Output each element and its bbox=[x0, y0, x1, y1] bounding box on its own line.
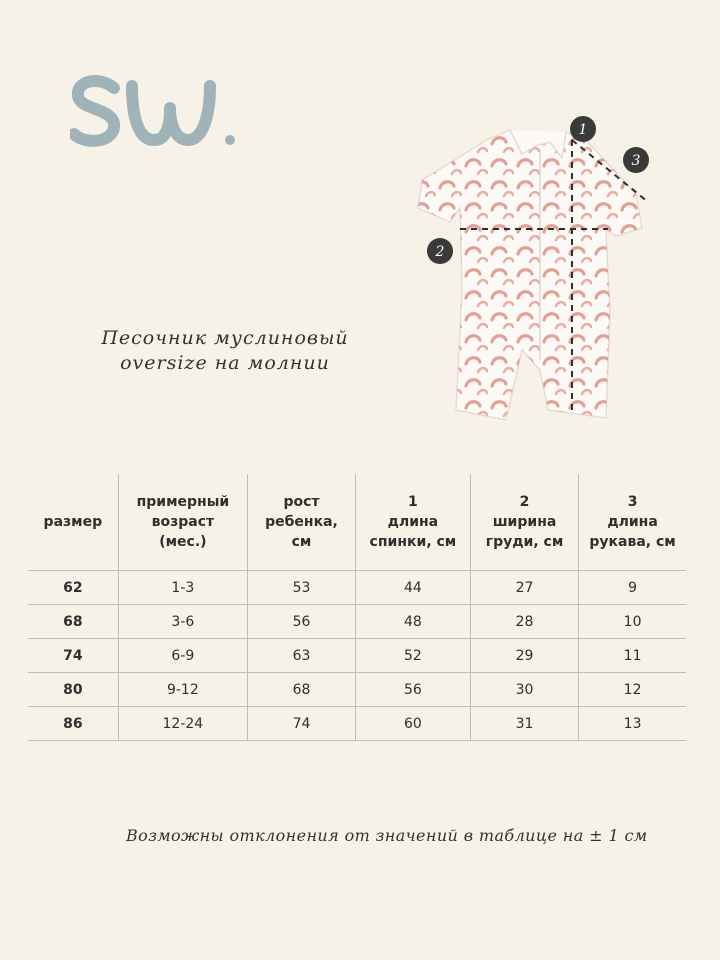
marker-1 bbox=[570, 116, 596, 142]
cell-height: 74 bbox=[248, 707, 356, 741]
header-height: рост ребенка, см bbox=[248, 474, 356, 571]
cell-chest-width: 31 bbox=[470, 707, 578, 741]
cell-back-length: 56 bbox=[355, 673, 470, 707]
header-back-length: 1 длина спинки, см bbox=[355, 474, 470, 571]
cell-size: 86 bbox=[28, 707, 118, 741]
product-title bbox=[80, 326, 370, 376]
cell-age: 3-6 bbox=[118, 605, 247, 639]
cell-back-length: 60 bbox=[355, 707, 470, 741]
cell-sleeve-length: 13 bbox=[579, 707, 686, 741]
cell-chest-width: 28 bbox=[470, 605, 578, 639]
cell-chest-width: 30 bbox=[470, 673, 578, 707]
cell-sleeve-length: 12 bbox=[579, 673, 686, 707]
product-title-line-2: oversize на молнии bbox=[120, 352, 330, 374]
cell-sleeve-length: 10 bbox=[579, 605, 686, 639]
cell-height: 56 bbox=[248, 605, 356, 639]
table-row bbox=[28, 673, 686, 707]
marker-2-label: 2 bbox=[435, 244, 445, 260]
header-chest-width: 2 ширина груди, см bbox=[470, 474, 578, 571]
cell-chest-width: 29 bbox=[470, 639, 578, 673]
size-table bbox=[28, 474, 686, 741]
marker-3-label: 3 bbox=[631, 153, 641, 169]
cell-back-length: 48 bbox=[355, 605, 470, 639]
cell-back-length: 44 bbox=[355, 571, 470, 605]
cell-chest-width: 27 bbox=[470, 571, 578, 605]
marker-3 bbox=[623, 147, 649, 173]
brand-logo bbox=[70, 70, 240, 160]
romper-illustration bbox=[410, 110, 670, 430]
table-header-row bbox=[28, 474, 686, 571]
marker-2 bbox=[427, 238, 453, 264]
cell-sleeve-length: 9 bbox=[579, 571, 686, 605]
header-age: примерный возраст (мес.) bbox=[118, 474, 247, 571]
cell-height: 68 bbox=[248, 673, 356, 707]
table-row bbox=[28, 707, 686, 741]
product-title-line-1: Песочник муслиновый bbox=[101, 327, 349, 349]
header-sleeve-length: 3 длина рукава, см bbox=[579, 474, 686, 571]
header-size: размер bbox=[28, 474, 118, 571]
cell-height: 63 bbox=[248, 639, 356, 673]
cell-height: 53 bbox=[248, 571, 356, 605]
cell-age: 9-12 bbox=[118, 673, 247, 707]
cell-size: 80 bbox=[28, 673, 118, 707]
tolerance-note: Возможны отклонения от значений в таблице на ± 1 см bbox=[126, 826, 648, 845]
marker-1-label: 1 bbox=[578, 122, 588, 138]
cell-age: 12-24 bbox=[118, 707, 247, 741]
cell-sleeve-length: 11 bbox=[579, 639, 686, 673]
cell-back-length: 52 bbox=[355, 639, 470, 673]
cell-age: 6-9 bbox=[118, 639, 247, 673]
cell-age: 1-3 bbox=[118, 571, 247, 605]
cell-size: 62 bbox=[28, 571, 118, 605]
table-row bbox=[28, 605, 686, 639]
cell-size: 68 bbox=[28, 605, 118, 639]
table-row bbox=[28, 571, 686, 605]
cell-size: 74 bbox=[28, 639, 118, 673]
table-row bbox=[28, 639, 686, 673]
